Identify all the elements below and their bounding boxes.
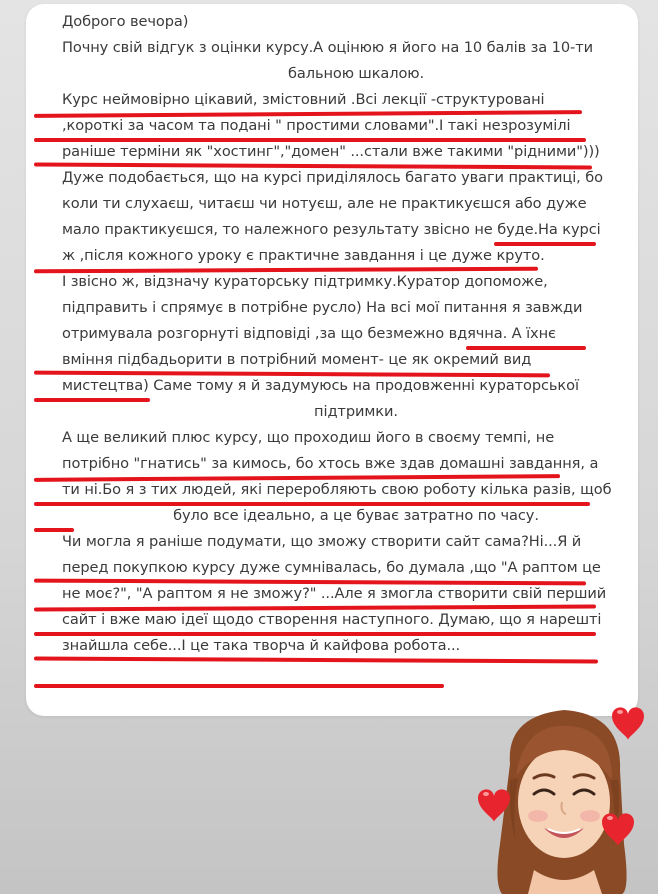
memoji-girl-with-hearts-icon — [472, 694, 658, 894]
review-line: Курс неймовірно цікавий, змістовний .Всі лекції -структуровані — [62, 91, 545, 108]
highlight-underline — [34, 138, 586, 142]
review-line: раніше терміни як "хостинг","домен" ...стали вже такими "рідними"))) — [62, 143, 600, 160]
review-line: А ще великий плюс курсу, що проходиш його в своєму темпі, не — [62, 429, 555, 446]
highlight-underline — [494, 242, 596, 246]
review-line: коли ти слухаєш, читаєш чи нотуєш, але не практикуєшся або дуже — [62, 195, 587, 212]
review-line: підправить і спрямує в потрібне русло) На всі мої питання я завжди — [62, 299, 583, 316]
review-line: ти ні.Бо я з тих людей, які переробляють свою роботу кілька разів, щоб — [62, 481, 612, 498]
review-line: бальною шкалою. — [287, 65, 425, 82]
review-line: ,короткі за часом та подані " простими словами".І такі незрозумілі — [62, 117, 571, 134]
review-line-greeting: Доброго вечора) — [62, 13, 189, 30]
review-line: вміння підбадьорити в потрібний момент- це як окремий вид — [62, 351, 532, 368]
highlight-underline — [34, 684, 444, 688]
review-line: ж ,після кожного уроку є практичне завдання і це дуже круто. — [62, 247, 545, 264]
highlight-underline — [34, 632, 596, 636]
review-line: перед покупкою курсу дуже сумнівалась, бо думала ,що "А раптом це — [62, 559, 601, 576]
review-line: Почну свій відгук з оцінки курсу.А оцінюю я його на 10 балів за 10-ти — [62, 39, 593, 56]
review-line: знайшла себе...І це така творча й кайфова робота... — [62, 637, 461, 654]
review-line: потрібно "гнатись" за кимось, бо хтось вже здав домашні завдання, а — [62, 455, 599, 472]
review-line: мало практикуєшся, то належного результату звісно не буде.На курсі — [62, 221, 601, 238]
highlight-underline — [34, 398, 150, 402]
review-line: підтримки. — [314, 403, 398, 420]
highlight-underline — [34, 502, 590, 506]
highlight-underline — [466, 346, 586, 350]
review-line: було все ідеально, а це буває затратно по часу. — [173, 507, 539, 524]
review-line: Дуже подобається, що на курсі приділялось багато уваги практиці, бо — [62, 169, 603, 186]
review-line: мистецтва) Саме тому я й задумуюсь на продовженні кураторської — [62, 377, 579, 394]
review-line: сайт і вже маю ідеї щодо створення наступного. Думаю, що я нарешті — [62, 611, 602, 628]
review-line: не моє?", "А раптом я не зможу?" ...Але я змогла створити свій перший — [62, 585, 607, 602]
highlight-underline — [34, 657, 598, 664]
highlight-underline — [34, 528, 74, 532]
review-line: І звісно ж, відзначу кураторську підтримку.Куратор допоможе, — [62, 273, 548, 290]
review-line: Чи могла я раніше подумати, що зможу створити сайт сама?Ні...Я й — [62, 533, 582, 550]
review-card — [26, 4, 638, 716]
review-line: отримувала розгорнуті відповіді ,за що безмежно вдячна. А їхнє — [62, 325, 556, 342]
